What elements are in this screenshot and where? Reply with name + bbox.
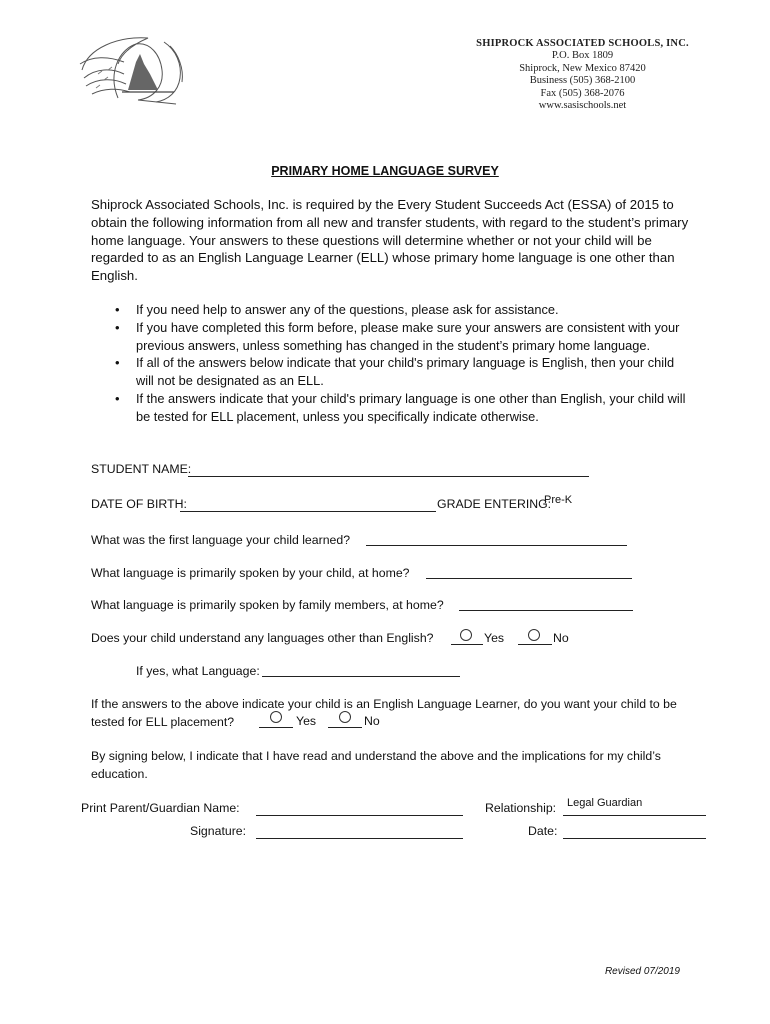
question-first-language: What was the first language your child learned? <box>91 533 351 547</box>
school-logo-icon <box>78 34 190 106</box>
underline <box>518 644 552 645</box>
student-name-field[interactable] <box>188 476 589 477</box>
address-line: Business (505) 368-2100 <box>529 75 636 87</box>
student-name-label: STUDENT NAME: <box>91 462 192 476</box>
grade-field[interactable]: Pre-K <box>544 494 573 506</box>
relationship-field[interactable] <box>563 815 706 816</box>
signature-label: Signature: <box>190 824 247 838</box>
list-item: • If the answers indicate that your child's primary language is one other than English, your child will be tested for ELL placement, unless you specifically indicate otherwise. <box>115 390 690 426</box>
list-item: • If you need help to answer any of the questions, please ask for assistance. <box>115 301 690 319</box>
other-languages-yes-radio[interactable] <box>460 629 472 641</box>
which-language-field[interactable] <box>262 676 460 677</box>
relationship-label: Relationship: <box>485 801 557 815</box>
first-language-field[interactable] <box>366 545 627 546</box>
parent-name-field[interactable] <box>256 815 463 816</box>
date-field[interactable] <box>563 838 706 839</box>
address-line: www.sasischools.net <box>538 100 627 112</box>
list-item: • If you have completed this form before, please make sure your answers are consistent with your previous answers, unless something has changed in the student’s primary home language. <box>115 319 690 355</box>
grade-label: GRADE ENTERING: <box>437 497 552 511</box>
date-label: Date: <box>528 824 558 838</box>
yes-label: Yes <box>484 631 505 645</box>
organization-address <box>470 38 695 112</box>
question-child-language: What language is primarily spoken by your child, at home? <box>91 566 410 580</box>
document-title: PRIMARY HOME LANGUAGE SURVEY <box>271 164 499 178</box>
family-language-field[interactable] <box>459 610 633 611</box>
address-line: P.O. Box 1809 <box>551 50 614 62</box>
child-language-field[interactable] <box>426 578 632 579</box>
address-line: Shiprock, New Mexico 87420 <box>519 62 646 74</box>
dob-label: DATE OF BIRTH: <box>91 497 187 511</box>
instruction-list <box>115 301 690 426</box>
underline <box>451 644 483 645</box>
dob-field[interactable] <box>180 511 436 512</box>
intro-paragraph: Shiprock Associated Schools, Inc. is required by the Every Student Succeeds Act (ESSA) of 2015 to obtain the following information from all new and transfer students, with regard to the student’s primary home language. Your answers to these questions will determine whether or not your child will be regarded to as an English Language Learner (ELL) whose primary home language is one other than English. <box>91 197 689 284</box>
parent-name-label: Print Parent/Guardian Name: <box>81 801 240 815</box>
question-other-languages: Does your child understand any languages other than English? <box>91 631 434 645</box>
no-label: No <box>364 714 380 728</box>
question-ell-testing-text: If the answers to the above indicate your child is an English Language Learner, do you want your child to be tested for ELL placement? <box>91 697 677 729</box>
question-family-language: What language is primarily spoken by family members, at home? <box>91 598 444 612</box>
ell-testing-yes-radio[interactable] <box>270 711 282 723</box>
which-language-label: If yes, what Language: <box>136 664 260 678</box>
yes-label: Yes <box>296 714 317 728</box>
organization-name: SHIPROCK ASSOCIATED SCHOOLS, INC. <box>476 38 689 49</box>
signature-field[interactable] <box>256 838 463 839</box>
underline <box>259 727 293 728</box>
underline <box>328 727 362 728</box>
revision-note: Revised 07/2019 <box>604 966 680 977</box>
question-ell-testing <box>91 696 691 731</box>
relationship-value[interactable]: Legal Guardian <box>567 797 643 809</box>
address-line: Fax (505) 368-2076 <box>540 87 625 99</box>
other-languages-no-radio[interactable] <box>528 629 540 641</box>
no-label: No <box>553 631 569 645</box>
ell-testing-no-radio[interactable] <box>339 711 351 723</box>
signing-statement: By signing below, I indicate that I have read and understand the above and the implications for my child’s education. <box>91 749 661 781</box>
list-item: • If all of the answers below indicate that your child's primary language is English, then your child will not be designated as an ELL. <box>115 354 690 390</box>
